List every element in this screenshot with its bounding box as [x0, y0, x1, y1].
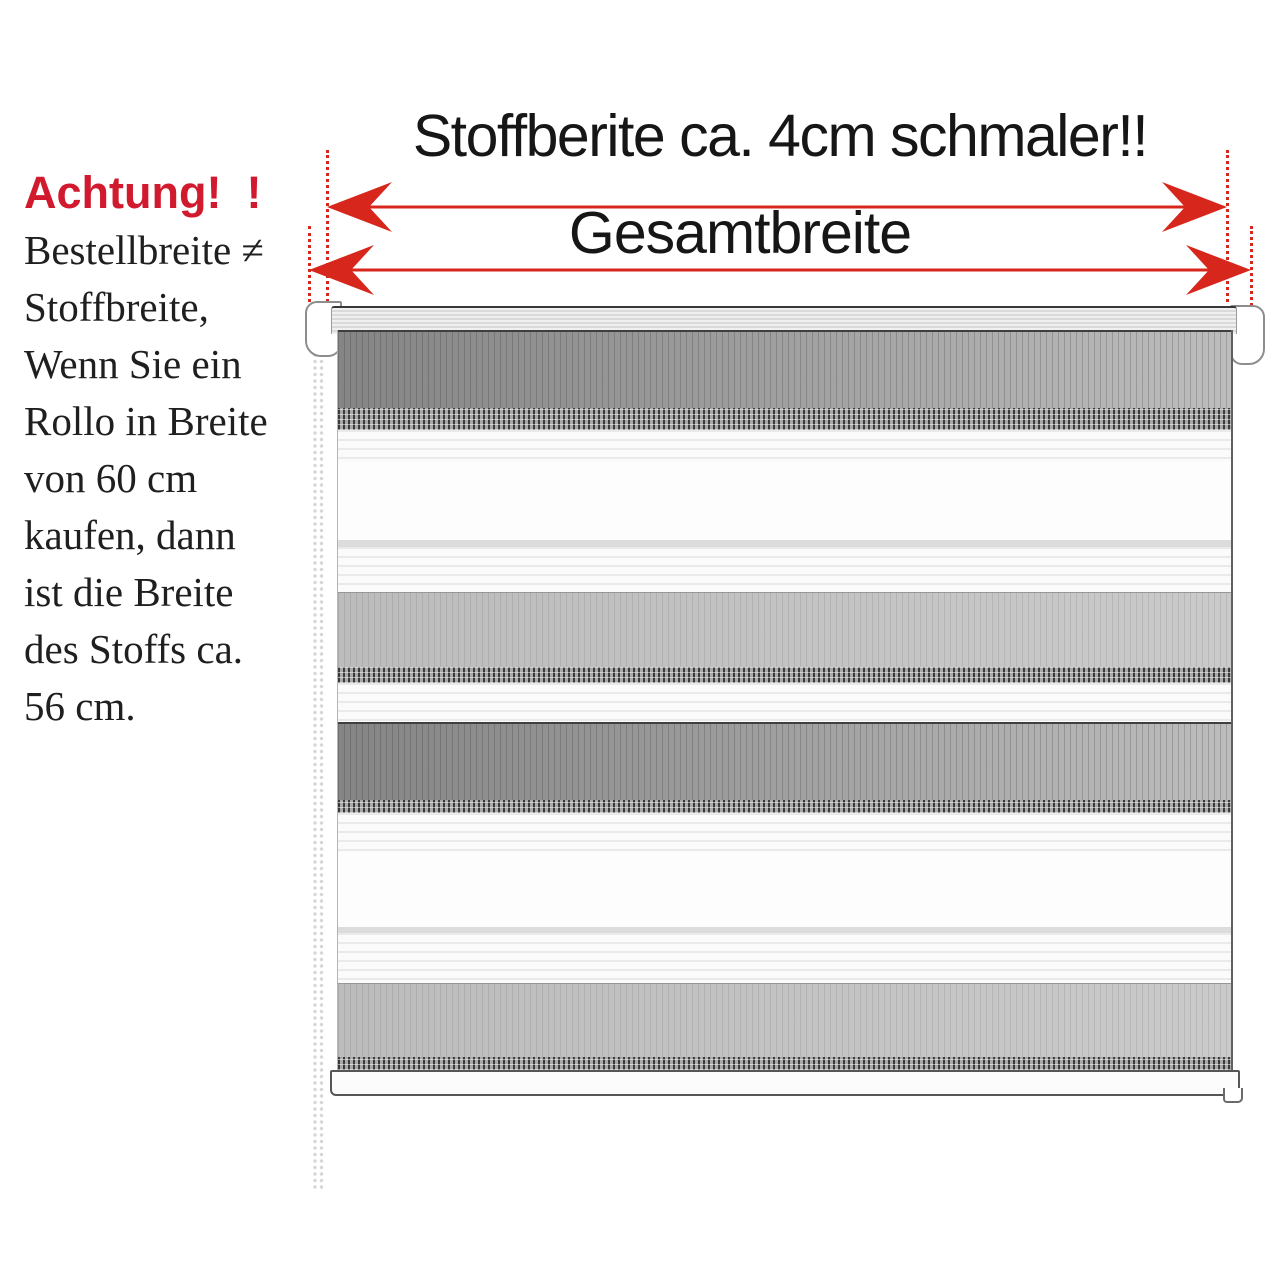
warning-line: des Stoffs ca. — [24, 626, 244, 672]
fabric-band-opaque-light — [338, 983, 1231, 1060]
total-width-arrow — [306, 242, 1254, 298]
warning-line: 56 cm. — [24, 683, 136, 729]
fabric-band-opaque-light — [338, 592, 1231, 670]
fabric-band-sheer — [338, 547, 1231, 592]
fabric-band-accent — [338, 540, 1231, 547]
warning-line: Stoffbreite, — [24, 284, 209, 330]
fabric-band-mesh — [338, 1057, 1231, 1070]
fabric-band-sheer — [338, 933, 1231, 983]
blind-bottom-rail — [330, 1070, 1240, 1096]
fabric-band-mesh — [338, 408, 1231, 430]
dashed-guide-fabric-right — [1226, 150, 1229, 302]
warning-line: Wenn Sie ein — [24, 341, 242, 387]
blind-chain — [312, 352, 325, 1192]
fabric-width-note: Stoffberite ca. 4cm schmaler!! — [412, 103, 1148, 169]
fabric-band-sheer — [338, 430, 1231, 462]
warning-line: Bestellbreite ≠ — [24, 227, 264, 273]
warning-heading: Achtung! ! — [24, 167, 262, 218]
rail-end-step — [1223, 1088, 1243, 1103]
dashed-guide-fabric-left — [326, 150, 329, 302]
fabric-band-opaque-dark — [338, 722, 1231, 805]
warning-line: Rollo in Breite — [24, 398, 268, 444]
fabric-band-sheer — [338, 813, 1231, 853]
fabric-band-mesh — [338, 800, 1231, 813]
warning-line: von 60 cm — [24, 455, 198, 501]
fabric-band-sheer — [338, 683, 1231, 721]
warning-body — [24, 222, 324, 735]
blind-fabric — [337, 330, 1233, 1072]
total-width-label: Gesamtbreite — [568, 200, 912, 266]
fabric-band-open — [338, 462, 1231, 540]
fabric-band-opaque-dark — [338, 330, 1231, 413]
warning-line: kaufen, dann — [24, 512, 236, 558]
fabric-band-open — [338, 853, 1231, 927]
warning-line: ist die Breite — [24, 569, 234, 615]
fabric-band-mesh — [338, 667, 1231, 683]
